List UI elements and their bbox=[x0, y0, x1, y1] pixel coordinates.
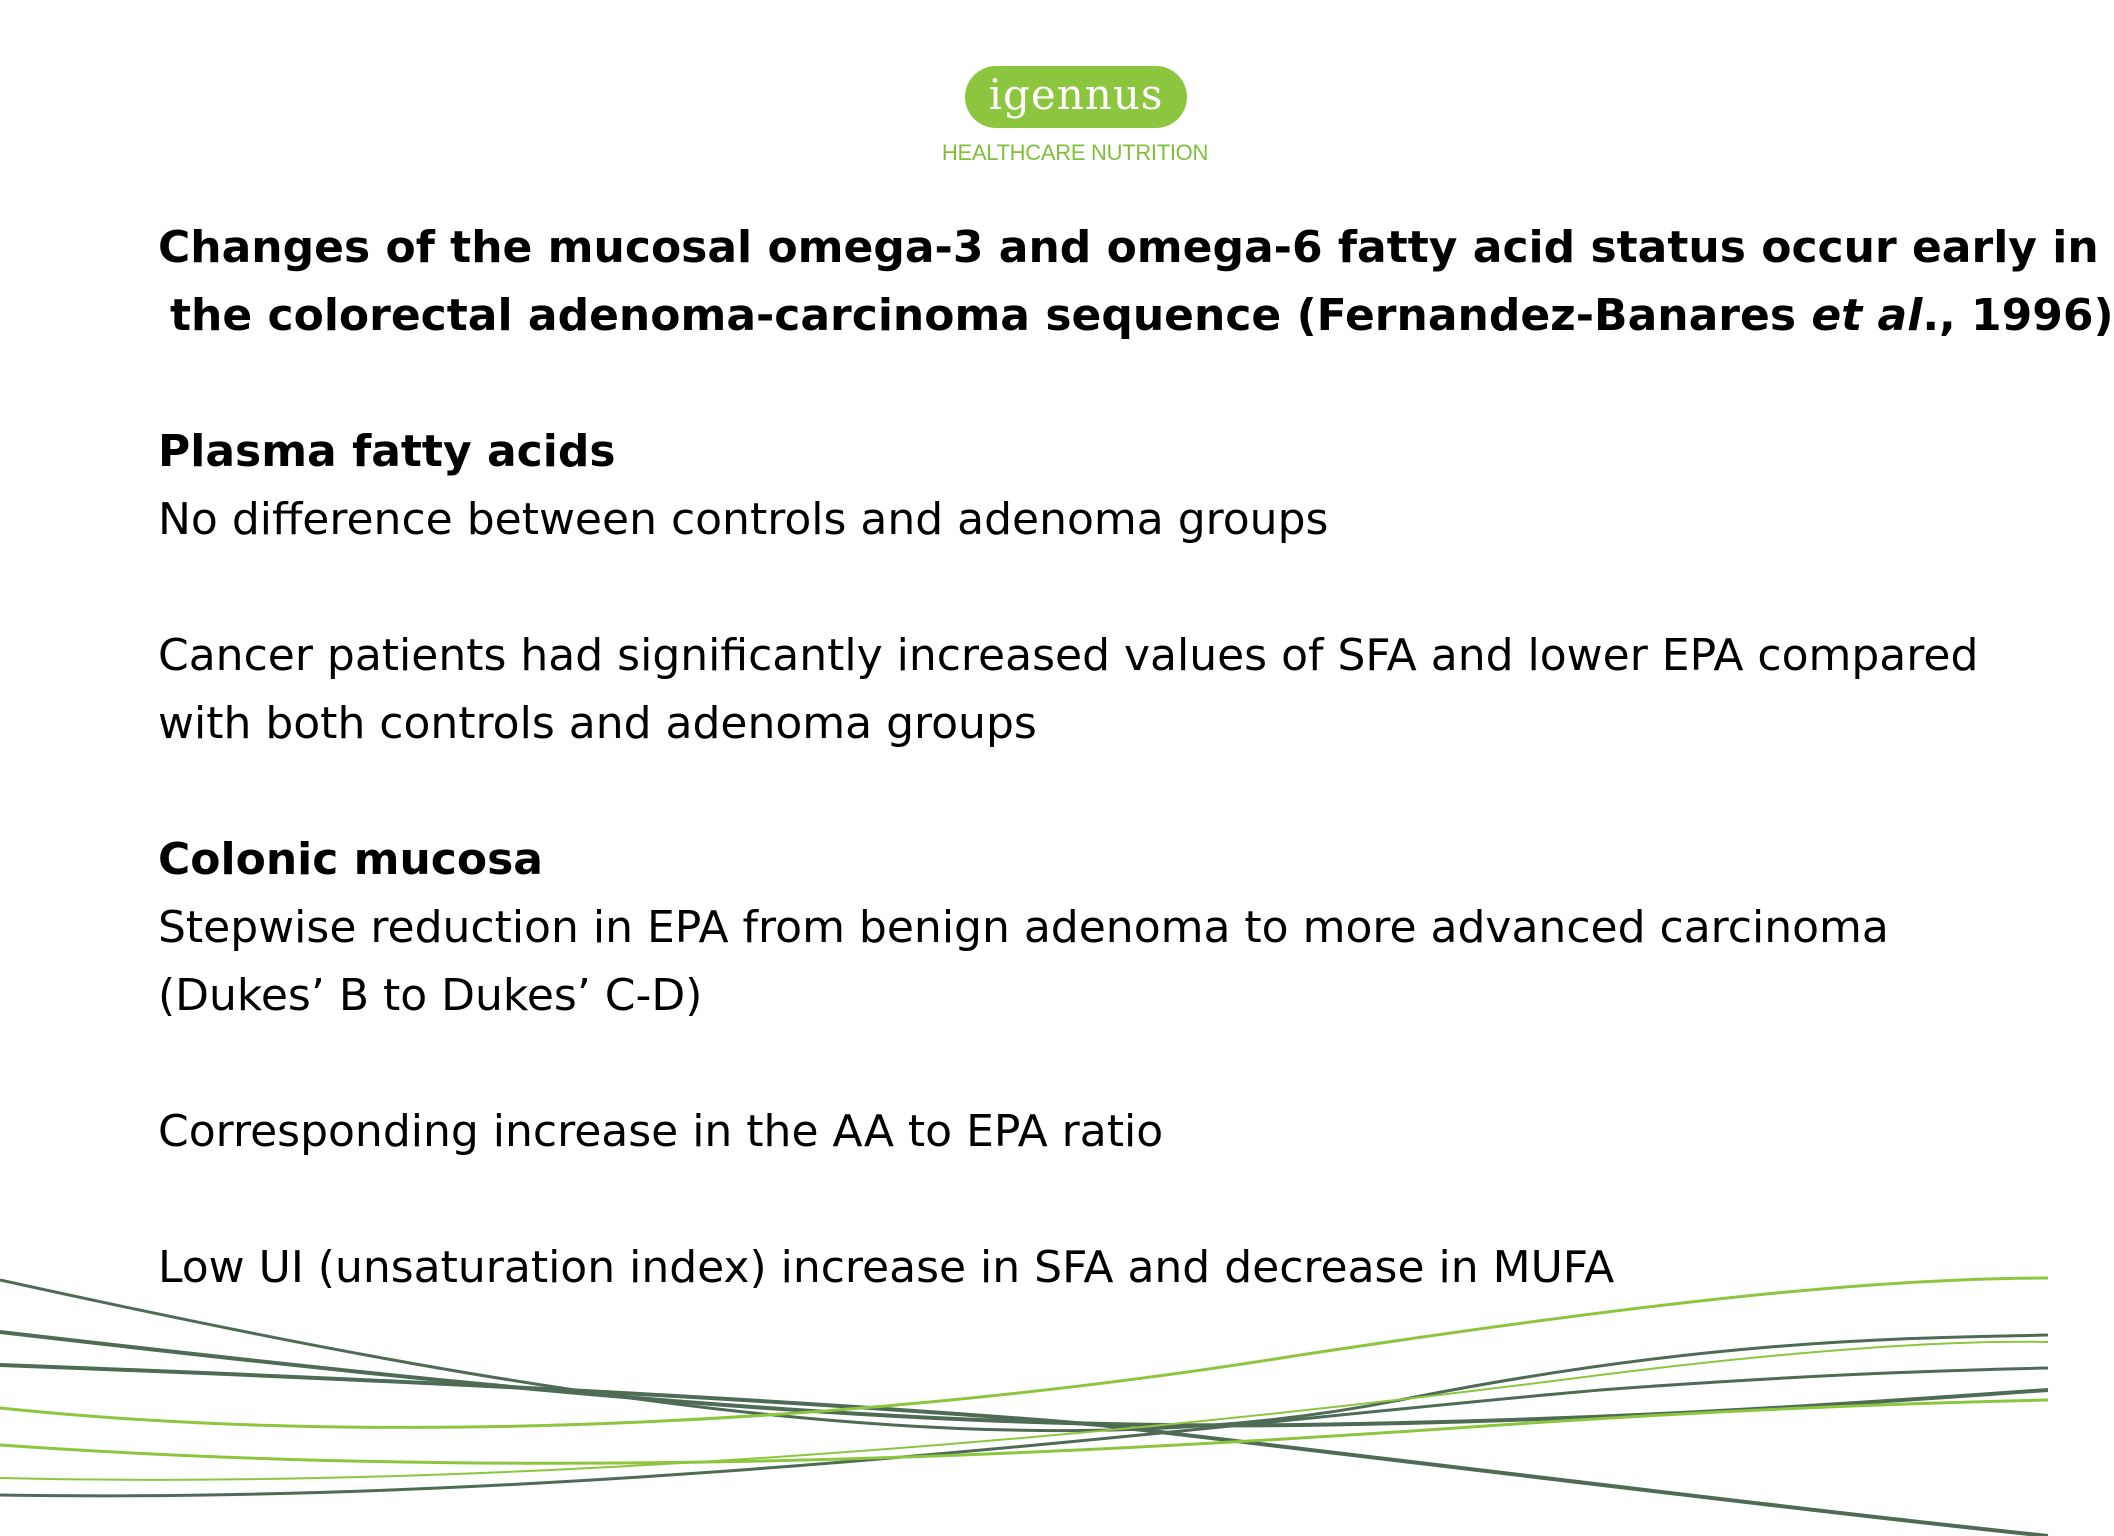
logo-subtitle: HEALTHCARE NUTRITION bbox=[941, 140, 1209, 165]
slide-title bbox=[158, 214, 2114, 350]
colonic-heading: Colonic mucosa bbox=[158, 834, 543, 885]
title-italic-et-al: et al bbox=[1811, 290, 1923, 341]
colonic-text-1-line-1: Stepwise reduction in EPA from benign adenoma to more advanced carcinoma bbox=[158, 902, 1889, 953]
slide-content bbox=[158, 214, 2114, 1302]
title-line-1: Changes of the mucosal omega-3 and omega-6 fatty acid status occur early in bbox=[158, 222, 2099, 273]
title-line-2-citation: ., 1996) bbox=[1922, 290, 2114, 341]
plasma-text-2-line-1: Cancer patients had significantly increased values of SFA and lower EPA compared bbox=[158, 630, 1979, 681]
wave-line-dark-4 bbox=[0, 1368, 2048, 1496]
plasma-text-1: No difference between controls and adenoma groups bbox=[158, 494, 1329, 545]
wave-line-light-1 bbox=[0, 1278, 2048, 1427]
igennus-logo bbox=[925, 66, 1225, 176]
plasma-text-2-line-2: with both controls and adenoma groups bbox=[158, 698, 1037, 749]
colonic-text-1-line-2: (Dukes’ B to Dukes’ C-D) bbox=[158, 970, 703, 1021]
title-line-2 bbox=[158, 282, 2114, 350]
plasma-heading: Plasma fatty acids bbox=[158, 426, 616, 477]
wave-line-dark-2 bbox=[0, 1365, 2048, 1536]
decorative-waves bbox=[0, 1240, 2048, 1536]
title-line-2-text: the colorectal adenoma-carcinoma sequence (Fernandez-Banares bbox=[170, 290, 1812, 341]
logo-wordmark: igennus bbox=[965, 66, 1187, 128]
colonic-text-3: Low UI (unsaturation index) increase in SFA and decrease in MUFA bbox=[158, 1242, 1615, 1293]
colonic-text-2: Corresponding increase in the AA to EPA ratio bbox=[158, 1106, 1164, 1157]
